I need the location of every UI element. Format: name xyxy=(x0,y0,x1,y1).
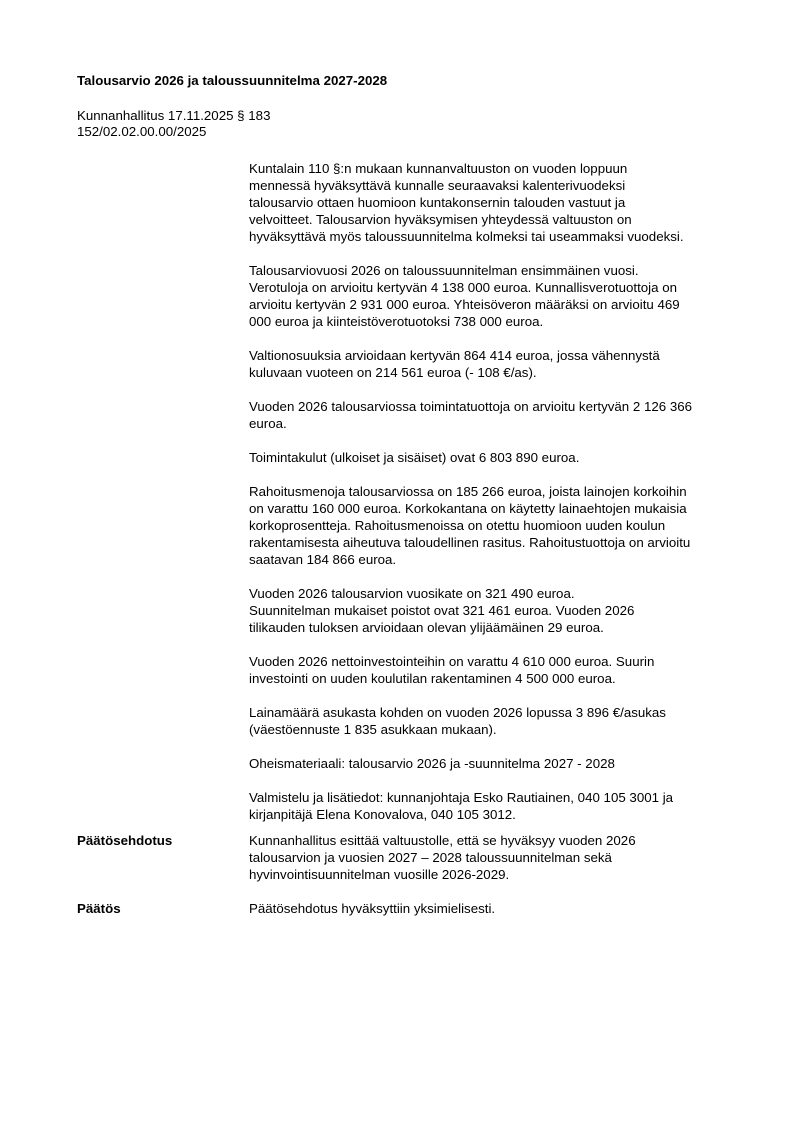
text-line: korkoprosentteja. Rahoitusmenoissa on otettu huomioon uuden koulun xyxy=(249,518,666,533)
text-line: (väestöennuste 1 835 asukkaan mukaan). xyxy=(249,722,497,737)
text-line: Verotuloja on arvioitu kertyvän 4 138 000 euroa. Kunnallisverotuottoja on xyxy=(249,280,677,295)
text-line: Valmistelu ja lisätiedot: kunnanjohtaja Esko Rautiainen, 040 105 3001 ja xyxy=(249,790,674,805)
text-line: Valtionosuuksia arvioidaan kertyvän 864 414 euroa, jossa vähennystä xyxy=(249,348,660,363)
document-body xyxy=(249,160,749,840)
text-line: Kunnanhallitus esittää valtuustolle, että se hyväksyy vuoden 2026 xyxy=(249,833,636,848)
text-line: Päätösehdotus hyväksyttiin yksimielisesti. xyxy=(249,901,496,916)
text-line: hyväksyttävä myös taloussuunnitelma kolmeksi tai useammaksi vuodeksi. xyxy=(249,229,684,244)
text-line: Lainamäärä asukasta kohden on vuoden 2026 lopussa 3 896 €/asukas xyxy=(249,705,666,720)
text-line: arvioitu kertyvän 2 931 000 euroa. Yhteisöveron määräksi on arvioitu 469 xyxy=(249,297,680,312)
text-line: euroa. xyxy=(249,416,287,431)
text-line: Vuoden 2026 talousarviossa toimintatuottoja on arvioitu kertyvän 2 126 366 xyxy=(249,399,693,414)
text-line: mennessä hyväksyttävä kunnalle seuraavaksi kalenterivuodeksi xyxy=(249,178,626,193)
body-paragraph xyxy=(249,755,749,772)
text-line: Talousarviovuosi 2026 on taloussuunnitelman ensimmäinen vuosi. xyxy=(249,263,639,278)
text-line: tilikauden tuloksen arvioidaan olevan ylijäämäinen 29 euroa. xyxy=(249,620,604,635)
document-title: Talousarvio 2026 ja taloussuunnitelma 2027-2028 xyxy=(77,73,388,88)
meeting-reference: Kunnanhallitus 17.11.2025 § 183 xyxy=(77,108,271,123)
body-paragraph xyxy=(249,160,749,245)
body-paragraph xyxy=(249,347,749,381)
body-paragraph xyxy=(249,789,749,823)
text-line: Kuntalain 110 §:n mukaan kunnanvaltuuston on vuoden loppuun xyxy=(249,161,628,176)
text-line: Suunnitelman mukaiset poistot ovat 321 461 euroa. Vuoden 2026 xyxy=(249,603,635,618)
text-line: on varattu 160 000 euroa. Korkokantana on käytetty lainaehtojen mukaisia xyxy=(249,501,687,516)
meeting-info xyxy=(77,108,270,140)
text-line: hyvinvointisuunnitelman vuosille 2026-2029. xyxy=(249,867,510,882)
body-paragraph xyxy=(249,653,749,687)
text-line: velvoitteet. Talousarvion hyväksymisen yhteydessä valtuuston on xyxy=(249,212,632,227)
decision-proposal-label: Päätösehdotus xyxy=(77,833,173,848)
text-line: Rahoitusmenoja talousarviossa on 185 266 euroa, joista lainojen korkoihin xyxy=(249,484,687,499)
body-paragraph xyxy=(249,585,749,636)
text-line: rakentamisesta aiheutuva taloudellinen rasitus. Rahoitustuottoja on arvioitu xyxy=(249,535,691,550)
text-line: talousarvion ja vuosien 2027 – 2028 taloussuunnitelman sekä xyxy=(249,850,612,865)
text-line: Vuoden 2026 talousarvion vuosikate on 321 490 euroa. xyxy=(249,586,575,601)
decision-text xyxy=(249,900,495,917)
decision-proposal-text xyxy=(249,832,636,883)
text-line: Toimintakulut (ulkoiset ja sisäiset) ovat 6 803 890 euroa. xyxy=(249,450,580,465)
text-line: investointi on uuden koulutilan rakentaminen 4 500 000 euroa. xyxy=(249,671,616,686)
text-line: talousarvio ottaen huomioon kuntakonsernin talouden vastuut ja xyxy=(249,195,626,210)
body-paragraph xyxy=(249,704,749,738)
body-paragraph xyxy=(249,262,749,330)
body-paragraph xyxy=(249,449,749,466)
record-id: 152/02.02.00.00/2025 xyxy=(77,124,207,139)
text-line: 000 euroa ja kiinteistöverotuotoksi 738 000 euroa. xyxy=(249,314,544,329)
text-line: kuluvaan vuoteen on 214 561 euroa (- 108 €/as). xyxy=(249,365,537,380)
body-paragraph xyxy=(249,483,749,568)
text-line: Vuoden 2026 nettoinvestointeihin on varattu 4 610 000 euroa. Suurin xyxy=(249,654,655,669)
decision-label: Päätös xyxy=(77,901,121,916)
text-line: kirjanpitäjä Elena Konovalova, 040 105 3012. xyxy=(249,807,516,822)
text-line: saatavan 184 866 euroa. xyxy=(249,552,397,567)
text-line: Oheismateriaali: talousarvio 2026 ja -suunnitelma 2027 - 2028 xyxy=(249,756,615,771)
body-paragraph xyxy=(249,398,749,432)
